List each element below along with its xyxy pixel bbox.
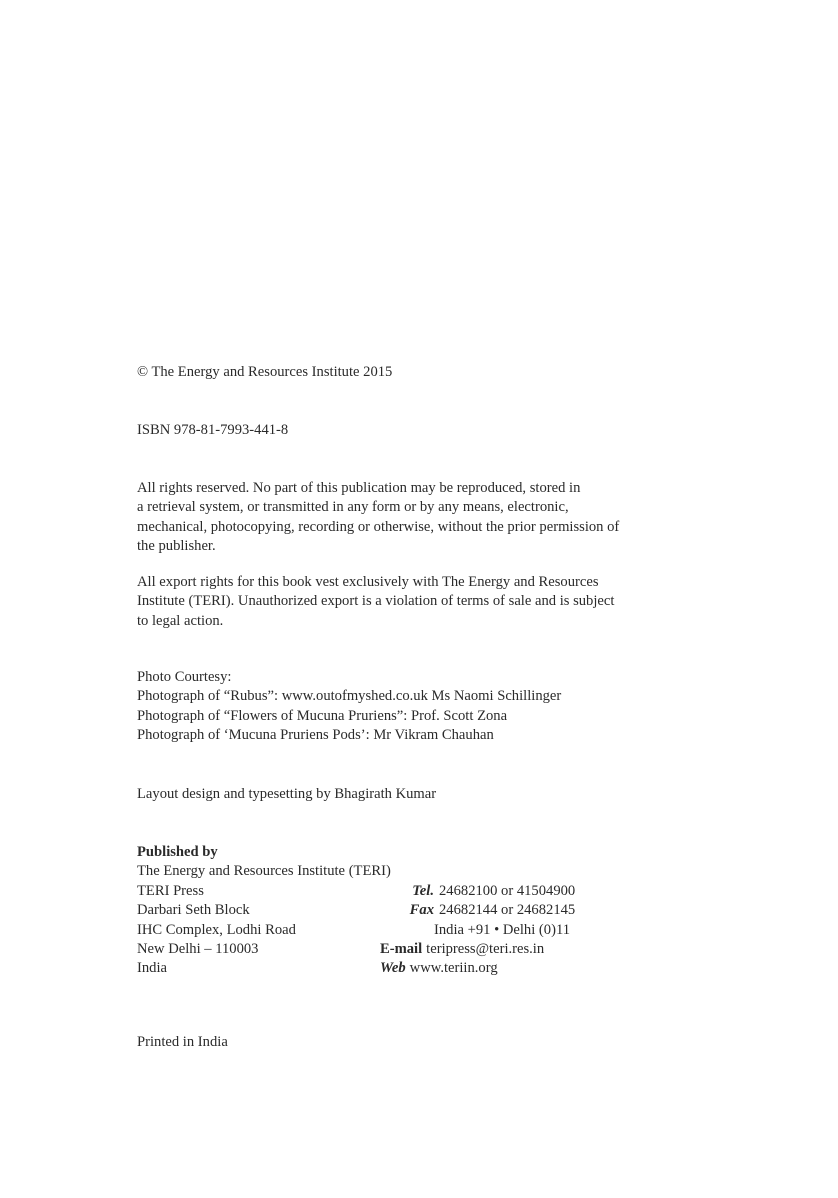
web-line: [380, 959, 640, 978]
isbn-text: ISBN 978-81-7993-441-8: [137, 422, 289, 438]
export-rights-paragraph: [137, 573, 697, 631]
email-label: E-mail: [380, 940, 423, 957]
dialing-code-line: [380, 921, 640, 940]
export-line: Institute (TERI). Unauthorized export is a violation of terms of sale and is subject: [137, 593, 615, 610]
isbn-block: [137, 421, 697, 440]
layout-credit-text: Layout design and typesetting by Bhagirath Kumar: [137, 786, 437, 802]
export-line: to legal action.: [137, 612, 224, 629]
tel-label: Tel.: [412, 882, 434, 899]
publisher-row: [137, 901, 697, 920]
export-line: All export rights for this book vest exclusively with The Energy and Resources: [137, 574, 599, 590]
rights-line: mechanical, photocopying, recording or otherwise, without the prior permission of: [137, 518, 620, 535]
photo-credit-line: Photograph of “Rubus”: www.outofmyshed.co.uk Ms Naomi Schillinger: [137, 688, 562, 705]
published-by-heading: Published by: [137, 844, 218, 860]
publisher-row: [137, 921, 697, 940]
rights-reserved-paragraph: [137, 479, 697, 557]
photo-courtesy-heading: Photo Courtesy:: [137, 669, 232, 685]
printed-in-block: [137, 1033, 697, 1052]
rights-line: a retrieval system, or transmitted in any form or by any means, electronic,: [137, 499, 569, 516]
address-line: IHC Complex, Lodhi Road: [137, 921, 296, 938]
web-label: Web: [380, 960, 406, 977]
tel-number: 24682100 or 41504900: [439, 882, 576, 899]
publisher-name: The Energy and Resources Institute (TERI): [137, 863, 391, 880]
publisher-row: [137, 940, 697, 959]
address-line: New Delhi – 110003: [137, 940, 259, 957]
fax-line: [380, 901, 640, 920]
fax-label: Fax: [409, 902, 434, 919]
photo-courtesy-block: [137, 668, 697, 746]
address-line: Darbari Seth Block: [137, 902, 250, 919]
email-line: [380, 940, 640, 959]
address-line: TERI Press: [137, 882, 204, 899]
rights-line: the publisher.: [137, 538, 216, 555]
photo-credit-line: Photograph of “Flowers of Mucuna Pruriens”: Prof. Scott Zona: [137, 707, 508, 724]
layout-credit-block: [137, 785, 697, 804]
address-line: India: [137, 960, 167, 977]
copyright-notice: [137, 363, 697, 382]
telephone-line: [380, 882, 640, 901]
email-address: teripress@teri.res.in: [426, 940, 545, 957]
publisher-row: [137, 882, 697, 901]
fax-number: 24682144 or 24682145: [439, 902, 576, 919]
rights-line: All rights reserved. No part of this publication may be reproduced, stored in: [137, 480, 581, 496]
photo-credit-line: Photograph of ‘Mucuna Pruriens Pods’: Mr Vikram Chauhan: [137, 727, 494, 744]
printed-in-text: Printed in India: [137, 1034, 228, 1050]
web-address: www.teriin.org: [409, 960, 498, 977]
copyright-text: © The Energy and Resources Institute 2015: [137, 364, 393, 380]
publisher-row: [137, 959, 697, 978]
dialing-codes: India +91 • Delhi (0)11: [434, 921, 571, 938]
publisher-block: [137, 843, 697, 979]
